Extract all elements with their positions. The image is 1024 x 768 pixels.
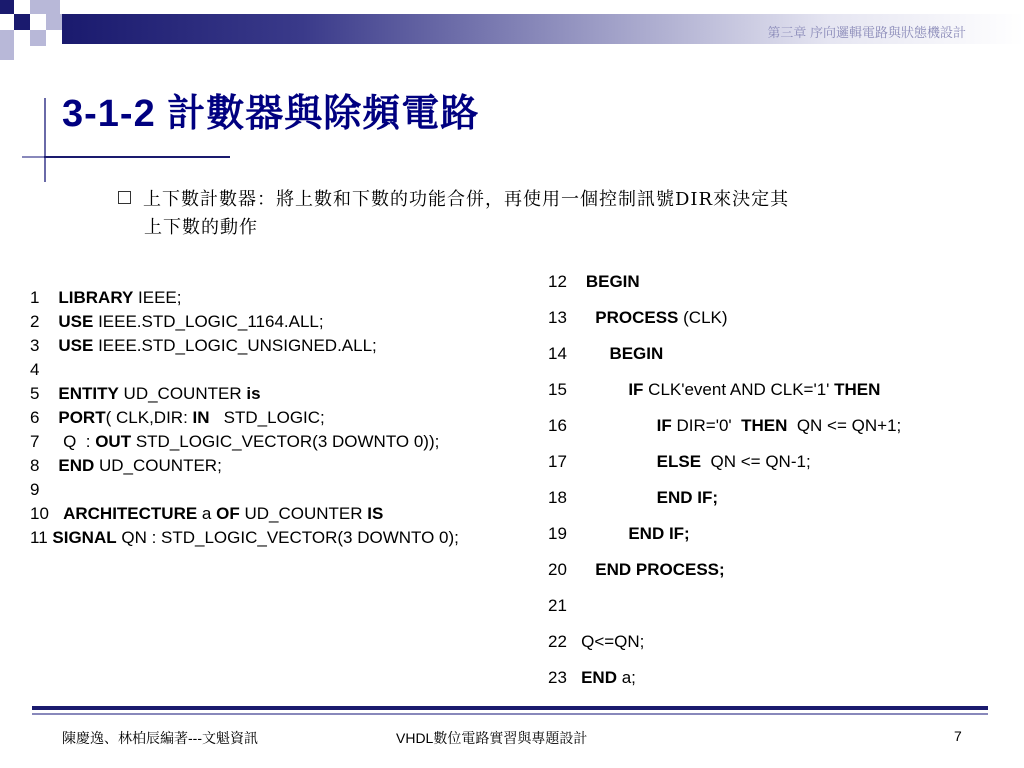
code-keyword: USE <box>58 336 94 355</box>
code-text: UD_COUNTER <box>118 384 247 403</box>
title-divider-horizontal-light <box>22 156 44 158</box>
line-number: 10 <box>30 504 49 523</box>
code-text: QN <= QN-1; <box>701 452 811 471</box>
line-number: 22 <box>548 632 567 651</box>
code-text: CLK'event AND CLK='1' <box>643 380 835 399</box>
line-number: 20 <box>548 560 567 579</box>
code-keyword: END PROCESS; <box>595 560 725 579</box>
code-keyword: ELSE <box>656 452 702 471</box>
line-number: 14 <box>548 344 567 363</box>
line-number: 8 <box>30 456 40 475</box>
code-text <box>567 344 610 363</box>
code-line <box>548 372 901 408</box>
code-text: IEEE; <box>133 288 182 307</box>
code-keyword: IF <box>628 380 644 399</box>
line-number: 9 <box>30 480 40 499</box>
code-line <box>30 382 459 406</box>
line-number: 21 <box>548 596 567 615</box>
line-number: 12 <box>548 272 567 291</box>
page-number: 7 <box>954 728 962 744</box>
title-number: 3-1-2 <box>62 93 156 135</box>
code-text <box>567 308 595 327</box>
title-divider-horizontal <box>22 156 230 158</box>
code-text <box>39 408 58 427</box>
code-text <box>39 456 58 475</box>
code-line <box>30 526 459 550</box>
chapter-label: 第三章 序向邏輯電路與狀態機設計 <box>767 25 966 40</box>
code-keyword: THEN <box>834 380 881 399</box>
code-block-left <box>30 286 459 550</box>
code-text: IEEE.STD_LOGIC_UNSIGNED.ALL; <box>93 336 377 355</box>
code-line <box>30 478 459 502</box>
bullet-line-1: 上下數計數器：將上數和下數的功能合併，再使用一個控制訊號DIR來決定其 <box>143 189 790 210</box>
line-number: 2 <box>30 312 40 331</box>
code-keyword: IN <box>192 408 210 427</box>
code-text <box>567 560 595 579</box>
code-keyword: PROCESS <box>595 308 679 327</box>
code-keyword: END IF; <box>628 524 690 543</box>
line-number: 13 <box>548 308 567 327</box>
code-line <box>30 406 459 430</box>
deco-square-1 <box>0 0 14 14</box>
code-text: ( CLK,DIR: <box>105 408 193 427</box>
code-keyword: THEN <box>741 416 788 435</box>
code-text <box>567 668 581 687</box>
code-text: (CLK) <box>678 308 728 327</box>
deco-square-4 <box>0 30 14 60</box>
bullet-line-2: 上下數的動作 <box>144 217 258 238</box>
line-number: 1 <box>30 288 40 307</box>
code-line <box>548 588 901 624</box>
code-keyword: IS <box>367 504 384 523</box>
code-keyword: PORT <box>58 408 106 427</box>
code-keyword: OUT <box>95 432 132 451</box>
code-block-right <box>548 264 901 696</box>
code-text: STD_LOGIC_VECTOR(3 DOWNTO 0)); <box>131 432 440 451</box>
code-text <box>567 380 628 399</box>
code-text: IEEE.STD_LOGIC_1164.ALL; <box>93 312 324 331</box>
code-text <box>39 288 58 307</box>
code-text: STD_LOGIC; <box>209 408 325 427</box>
code-text: Q : <box>39 432 96 451</box>
code-line <box>30 502 459 526</box>
line-number: 23 <box>548 668 567 687</box>
code-line <box>548 408 901 444</box>
code-text <box>39 336 58 355</box>
line-number: 4 <box>30 360 40 379</box>
code-text <box>567 272 586 291</box>
code-text: QN <= QN+1; <box>787 416 902 435</box>
code-text <box>567 452 657 471</box>
code-text <box>39 384 58 403</box>
code-text: UD_COUNTER <box>239 504 368 523</box>
code-line <box>30 454 459 478</box>
code-keyword: END <box>58 456 95 475</box>
deco-square-2 <box>14 14 30 30</box>
code-keyword: BEGIN <box>609 344 664 363</box>
deco-square-3 <box>30 0 60 14</box>
code-text: QN : STD_LOGIC_VECTOR(3 DOWNTO 0); <box>116 528 459 547</box>
footer-authors: 陳慶逸、林柏辰編著---文魁資訊 <box>62 730 258 746</box>
deco-square-6 <box>46 14 62 30</box>
code-line <box>30 310 459 334</box>
code-text <box>49 504 63 523</box>
code-keyword: BEGIN <box>585 272 640 291</box>
code-line <box>30 358 459 382</box>
code-text: a; <box>617 668 636 687</box>
deco-square-5 <box>30 30 46 46</box>
line-number: 16 <box>548 416 567 435</box>
slide-title <box>62 82 479 137</box>
code-text: Q<=QN; <box>581 632 645 651</box>
title-divider-vertical <box>44 98 46 182</box>
code-text: DIR='0' <box>671 416 742 435</box>
code-keyword: USE <box>58 312 94 331</box>
code-line <box>30 286 459 310</box>
line-number: 5 <box>30 384 40 403</box>
code-line <box>548 480 901 516</box>
title-text: 計數器與除頻電路 <box>167 90 480 135</box>
code-line <box>548 336 901 372</box>
code-keyword: IF <box>656 416 672 435</box>
code-keyword: is <box>246 384 261 403</box>
code-text <box>567 488 657 507</box>
line-number: 17 <box>548 452 567 471</box>
code-text <box>567 416 657 435</box>
line-number: 15 <box>548 380 567 399</box>
code-line <box>548 552 901 588</box>
code-line <box>548 264 901 300</box>
code-keyword: END <box>581 668 617 687</box>
bullet-square-icon <box>118 191 131 204</box>
code-line <box>548 624 901 660</box>
code-keyword: SIGNAL <box>52 528 117 547</box>
code-text <box>567 524 628 543</box>
code-text <box>567 632 581 651</box>
code-keyword: OF <box>216 504 240 523</box>
line-number: 3 <box>30 336 40 355</box>
code-keyword: LIBRARY <box>58 288 134 307</box>
code-keyword: END IF; <box>656 488 719 507</box>
bullet-paragraph <box>118 186 918 242</box>
code-line <box>548 660 901 696</box>
code-text: UD_COUNTER; <box>94 456 222 475</box>
line-number: 11 <box>30 528 48 547</box>
line-number: 19 <box>548 524 567 543</box>
line-number: 18 <box>548 488 567 507</box>
code-line <box>548 516 901 552</box>
footer-divider-dark <box>32 706 988 710</box>
code-keyword: ENTITY <box>58 384 119 403</box>
line-number: 7 <box>30 432 40 451</box>
footer-divider-light <box>32 713 988 715</box>
code-keyword: ARCHITECTURE <box>63 504 198 523</box>
code-text: a <box>197 504 217 523</box>
code-line <box>548 300 901 336</box>
code-line <box>548 444 901 480</box>
code-text <box>39 312 58 331</box>
code-line <box>30 334 459 358</box>
footer-book-title: VHDL數位電路實習與專題設計 <box>396 730 588 746</box>
code-line <box>30 430 459 454</box>
line-number: 6 <box>30 408 40 427</box>
